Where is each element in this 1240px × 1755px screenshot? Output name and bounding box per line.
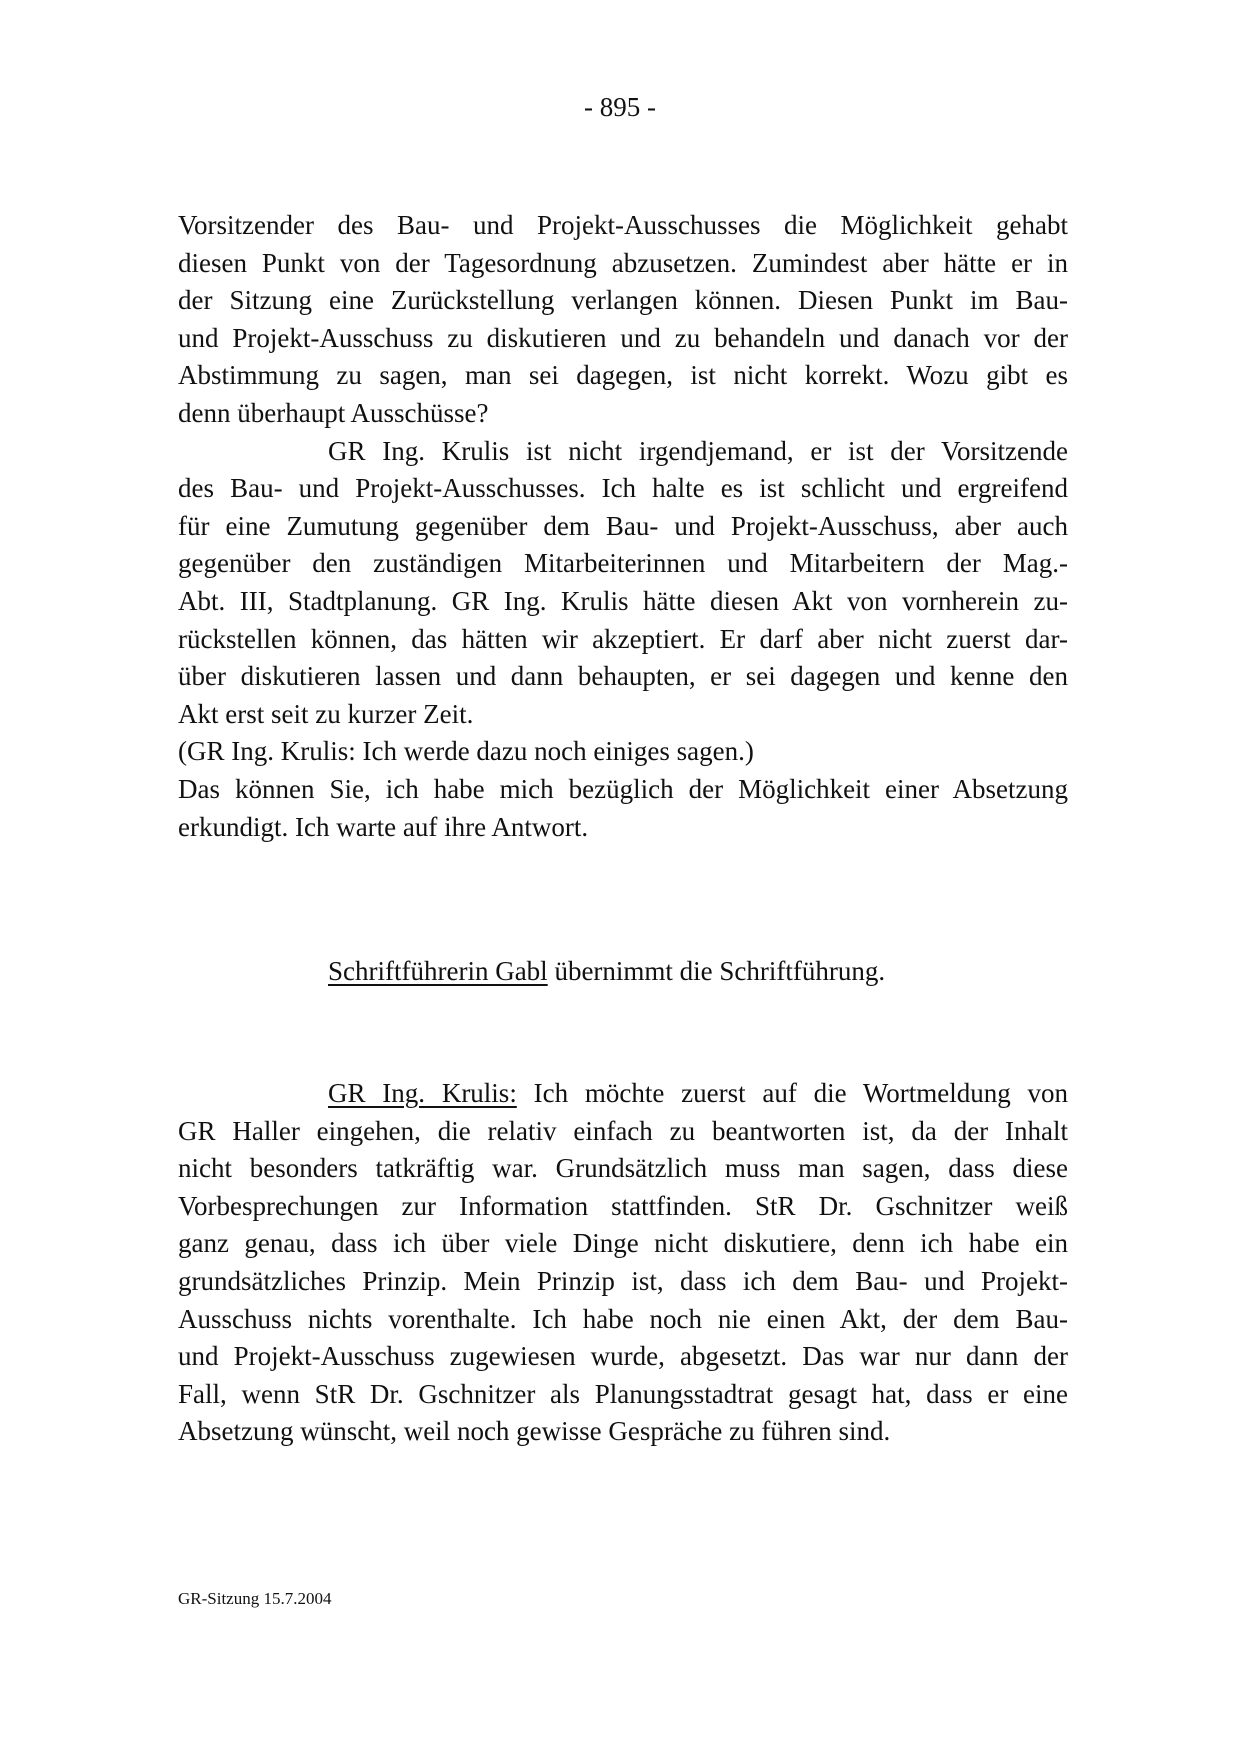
- speech-start: Ich möchte zuerst auf die Wortmeldung von: [533, 1078, 1069, 1108]
- transfer-text: übernimmt die Schriftführung.: [547, 956, 886, 986]
- text-line: ganz genau, dass ich über viele Dinge nicht diskutiere, denn ich habe ein: [178, 1228, 1068, 1259]
- text-line: GR Ing. Krulis ist nicht irgendjemand, er ist der Vorsitzende: [328, 435, 1068, 466]
- text-line: Absetzung wünscht, weil noch gewisse Gespräche zu führen sind.: [178, 1416, 891, 1447]
- text-line: über diskutieren lassen und dann behaupten, er sei dagegen und kenne den: [178, 661, 1068, 692]
- text-line: rückstellen können, das hätten wir akzeptiert. Er darf aber nicht zuerst dar-: [178, 623, 1068, 654]
- text-line: erkundigt. Ich warte auf ihre Antwort.: [178, 811, 589, 842]
- speaker-name: Schriftführerin Gabl: [328, 956, 548, 986]
- paragraph-block-2: [178, 1075, 1068, 1451]
- text-line: Vorbesprechungen zur Information stattfinden. StR Dr. Gschnitzer weiß: [178, 1190, 1068, 1221]
- paragraph-block-1: [178, 207, 1068, 846]
- text-line: grundsätzliches Prinzip. Mein Prinzip ist, dass ich dem Bau- und Projekt-: [178, 1265, 1068, 1296]
- text-line: denn überhaupt Ausschüsse?: [178, 397, 489, 428]
- text-line: gegenüber den zuständigen Mitarbeiterinnen und Mitarbeitern der Mag.-: [178, 548, 1068, 579]
- page-number: - 895 -: [584, 92, 656, 122]
- text-line: nicht besonders tatkräftig war. Grundsätzlich muss man sagen, dass diese: [178, 1153, 1068, 1184]
- text-line: [178, 1075, 1068, 1113]
- text-line: des Bau- und Projekt-Ausschusses. Ich halte es ist schlicht und ergreifend: [178, 473, 1068, 504]
- text-line: und Projekt-Ausschuss zu diskutieren und zu behandeln und danach vor der: [178, 322, 1068, 353]
- text-line: Vorsitzender des Bau- und Projekt-Ausschusses die Möglichkeit gehabt: [178, 210, 1068, 240]
- text-line: der Sitzung eine Zurückstellung verlangen können. Diesen Punkt im Bau-: [178, 285, 1068, 316]
- text-line: diesen Punkt von der Tagesordnung abzusetzen. Zumindest aber hätte er in: [178, 247, 1068, 278]
- text-line: Das können Sie, ich habe mich bezüglich der Möglichkeit einer Absetzung: [178, 773, 1068, 804]
- text-line: Abstimmung zu sagen, man sei dagegen, ist nicht korrekt. Wozu gibt es: [178, 360, 1068, 391]
- text-line: Fall, wenn StR Dr. Gschnitzer als Planungsstadtrat gesagt hat, dass er eine: [178, 1378, 1068, 1409]
- text-line: Ausschuss nichts vorenthalte. Ich habe noch nie einen Akt, der dem Bau-: [178, 1303, 1068, 1334]
- interjection-line: (GR Ing. Krulis: Ich werde dazu noch einiges sagen.): [178, 736, 754, 767]
- text-line: und Projekt-Ausschuss zugewiesen wurde, abgesetzt. Das war nur dann der: [178, 1341, 1068, 1372]
- text-line: Abt. III, Stadtplanung. GR Ing. Krulis hätte diesen Akt von vornherein zu-: [178, 585, 1068, 616]
- text-line: für eine Zumutung gegenüber dem Bau- und Projekt-Ausschuss, aber auch: [178, 510, 1068, 541]
- text-line: GR Haller eingehen, die relativ einfach zu beantworten ist, da der Inhalt: [178, 1115, 1068, 1146]
- speaker-name: GR Ing. Krulis:: [328, 1078, 517, 1108]
- text-line: Akt erst seit zu kurzer Zeit.: [178, 698, 474, 729]
- secretary-transfer-note: [328, 952, 885, 990]
- footer-session-date: GR-Sitzung 15.7.2004: [178, 1589, 332, 1608]
